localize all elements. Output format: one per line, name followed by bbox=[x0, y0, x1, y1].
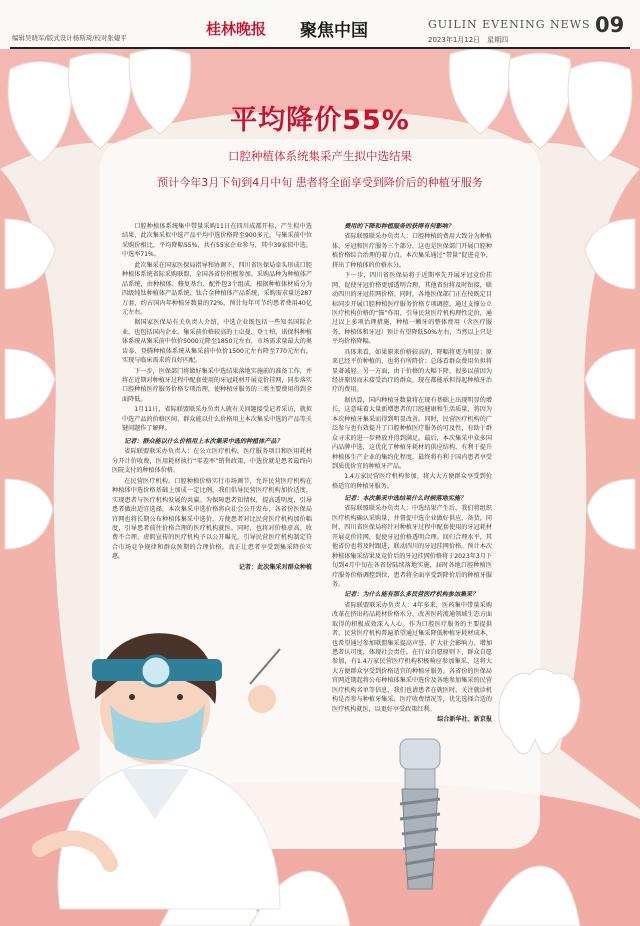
article-body-right-bottom bbox=[332, 494, 492, 726]
article-paragraph: 省际联盟联采办负责人：口腔种植的费用大致分为种植体、牙冠和医疗服务三个部分，这也是医保部门开展口腔种植价格综合治理的着力点。本次集采通过“带量”促进竞争，挤出了种植体的价格水分。 bbox=[332, 233, 492, 269]
article-paragraph: 在民营医疗机构，口腔种植价格实行市场调节，允许民营医疗机构在种植体中选价格基础上加成一定比例，我们倡导民营医疗机构加价适度，实现患者与医疗机构发展的共赢。为保障患者知情权，提高透明度，引导患者做出适宜选择，本次集采中选价格将向社会公开发布，各省份医保局官网也将长期公布种植体集采中选价，方便患者对比民营医疗机构加价幅度，引导患者前往价格合理的医疗机构就医。同时，也将对价格虚高、收费不合理、虚假宣传的医疗机构予以公开曝光，引导民营医疗机构制定符合市场竞争规律和群众预期的合理价格，真正让患者享受到集采降价实惠。 bbox=[112, 477, 312, 561]
article-paragraph: 具体来看，如果原来价格较高的，降幅将更为明显；原来已经平价种植的，也将有所降价；总体看群众费用负担将显著减轻。另一方面，由于价格的大幅下降，很多以前因为经济原因而未接受治疗的群众，现在都能承担得起种植牙治疗的费用。 bbox=[332, 348, 492, 394]
article-body-left-top bbox=[122, 222, 312, 435]
article-byline: 综合新华社、新京报 bbox=[437, 716, 492, 724]
article-paragraph: 口腔种植体系统集中带量采购11日在四川成都开标，产生拟中选结果，此次集采拟中选产品平均中选价格降至900多元，与集采前中位采购价相比，平均降幅55%，共有55家企业参与，其中39家拟中选，中选率71%。 bbox=[122, 223, 312, 259]
article-paragraph: 省际联盟联采办负责人：在公立医疗机构，医疗服务项目和医用耗材分开计价收费，医用耗材执行“零差率”销售政策，中选价就是患者最终向医院支付的种植体价格。 bbox=[112, 448, 312, 475]
page-number: 09 bbox=[595, 13, 625, 37]
editor-credits: 编辑吴晓军/版式设计杨斯琦/校对张婕平 bbox=[12, 34, 127, 42]
issue-date: 2023年1月12日 星期四 bbox=[428, 36, 509, 44]
article-paragraph: 据估算，国内种植牙数量将在现有基础上出现明显的增长，这意味着大量新增患者的口腔健康和生活质量，将因为本次种植牙集采而得到明显改善。同时，民营医疗机构的广泛参与也有效提升了口腔种植医疗服务的可及性，有助于群众寻求的进一步释放并得到满足。最后，本次集采中众多国内品牌中选，这优化了种植牙耗材的供应结构，有利于提升种植体生产企业的集约化程度，最终将有利于国内患者享受到质优价宜的种植牙产品。 bbox=[332, 396, 492, 470]
reporter-question: 费用的下降和种植服务的获得有何影响？ bbox=[344, 223, 454, 230]
article-paragraph: 下一步，四川省医保局将于近期率先开展牙冠竞价挂网，促使牙冠价格更加透明合理，其他省份将及时衔接，联动四川的牙冠挂网价格。同时，各地医保部门正在按既定目标同步开展口腔种植医疗服务价格专项调控，通过支撑公立医疗机构价格的“锚”作用，引导民营医疗机构理性定价，通过以上多项治理措施，种植一颗牙的整体费用（含医疗服务、种植体和牙冠）预计有望降低50%左右，当然以上只是平均价格降幅。 bbox=[332, 272, 492, 346]
article-body-right-top bbox=[332, 222, 492, 492]
newspaper-masthead bbox=[0, 0, 640, 46]
reporter-question: 记者：为什么能有那么多民营医疗机构参加集采？ bbox=[344, 591, 479, 599]
article-paragraph: 省际联盟联采办负责人：中选结果产生后，我们将组织医疗机构确认采购量，并督促中选企业做好供应、备货。同时，四川省医保局将针对种植牙过程中配套使用的牙冠耗材开展竞价挂网，促使牙冠价格透明合理。回归合理水平，其他省份也将及时跟进，联动四川的牙冠挂网价格。预计本次种植体集采结果及竞价后的牙冠挂网价格将于2023年3月下旬到4月中旬在各省份陆续落地实施，届时各地口腔种植医疗服务价格调控到位，患者将全面享受到降价后的种植牙服务。 bbox=[332, 505, 492, 588]
article-paragraph: 1.4万家民营医疗机构参加，将大大方便群众享受到价格适宜的种植牙服务。 bbox=[332, 473, 492, 490]
newspaper-logo: 桂林晚报 bbox=[206, 20, 267, 38]
article-paragraph: 省际联盟联采办负责人：4年多来，医药集中带量采购改革在挤出药品耗材价格水分、改善医药流通领域生态方面取得的积极成效深入人心。作为口腔医疗服务的主要提供者，民营医疗机构普遍希望通过集采降低种植牙耗材成本，也希望通过参加联盟集采提高声誉、扩大社会影响力、增加患者认可度，体现社会责任。在行业自愿原则下，群众自愿参加，有1.4万家民营医疗机构积极响应参加集采，这将大大方便群众享受到价格适宜的种植牙服务。各省份的医保局官网近期起将公布种植体集采中选价及各地参加集采的民营医疗机构名单等信息，我们也请患者在就医时，关注就诊机构是否参与种植牙集采、医疗收费情况等，优先选择合适的医疗机构就医，以更好享受政策红利。 bbox=[332, 601, 492, 713]
article-paragraph: 据国家医保局有关负责人介绍，中选企业既包括一些知名国际企业，也包括国内企业。集采前价格较高的士卓曼、登士柏、诺保科种植体系统从集采前中位价5000元降至1850元左右，市场需求量最大的奥齿泰、登腾种植体系统从集采前中位价1500元左右降至770元左右，实现与临床需求的良好匹配。 bbox=[122, 319, 312, 365]
section-title: 聚焦中国 bbox=[300, 21, 368, 41]
article-paragraph: 下一步，医保部门将做好集采中选结果落地实施前的准备工作，并将在近期对种植牙过程中配套使用的牙冠耗材开展竞价挂网，同步落实口腔种植医疗服务价格专项治理，使种植牙服务的三类主要费用得到全面降低。 bbox=[122, 367, 312, 403]
article-paragraph: 1月11日，省际联盟联采办负责人就有关问题接受记者采访，就拟中选产品的价格区间、群众能以什么价格用上本次集采中选的产品等关键问题作了解释。 bbox=[122, 406, 312, 433]
article-byline: 记者：此次集采对群众种植 bbox=[238, 563, 312, 571]
article-headline: 平均降价55% bbox=[230, 105, 410, 136]
reporter-question: 记者：群众能以什么价格用上本次集采中选的种植体产品？ bbox=[124, 438, 283, 445]
article-subheadline: 口腔种植体系统集采产生拟中选结果 bbox=[228, 149, 412, 163]
article-body-left-bottom bbox=[112, 437, 312, 573]
article-paragraph: 此次集采在国家医保局指导和协调下，四川省医保局牵头形成口腔种植体系统省际采购联盟，全国各省份积极参加。采购品种为种植体产品系统，由种植体、修复基台、配件包3个组成，根据种植体材质分为四级纯钛种植体产品系统、钛合金种植体产品系统，采购需求量达287万套，约占国内年种植牙数量的72%，预计每年可节约患者费用40亿元左右。 bbox=[122, 261, 312, 316]
article-deck: 预计今年3月下旬到4月中旬 患者将全面享受到降价后的种植牙服务 bbox=[157, 176, 483, 189]
reporter-question: 记者：本次集采中选结果什么时候落地实施？ bbox=[344, 495, 467, 502]
newspaper-english-name: GUILIN EVENING NEWS bbox=[428, 18, 591, 31]
